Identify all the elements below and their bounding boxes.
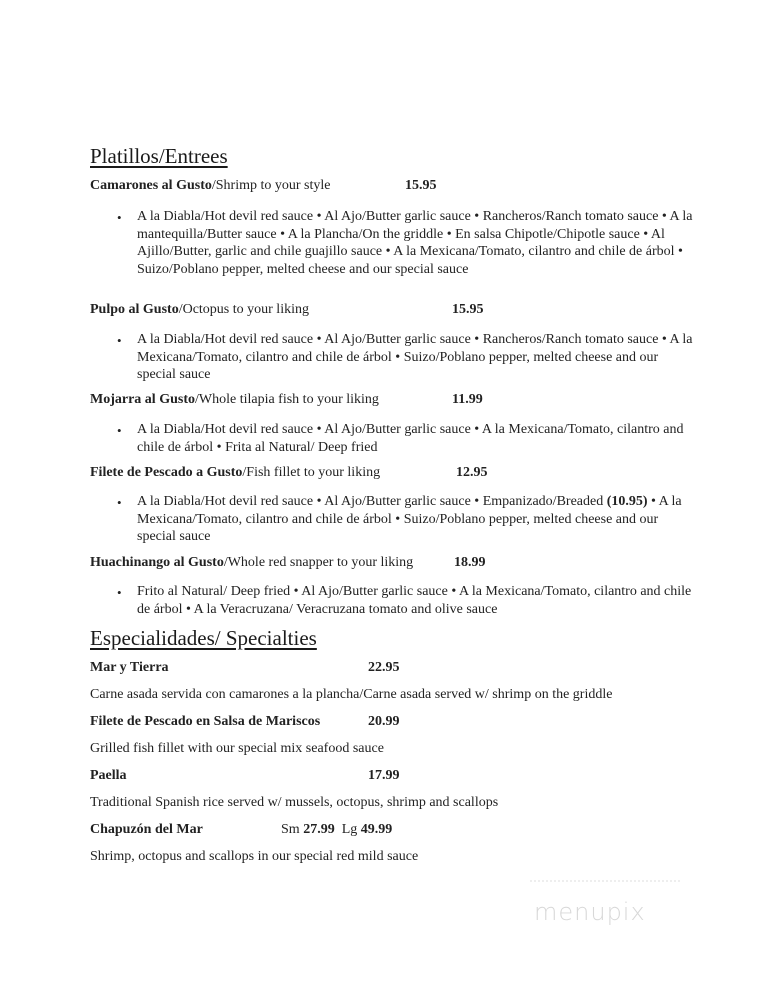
item-price: 22.95: [368, 660, 400, 675]
size-label: Sm: [281, 822, 300, 837]
bullet-icon: •: [117, 333, 122, 348]
item-description: Grilled fish fillet with our special mix seafood sauce: [90, 741, 384, 756]
bullet-icon: •: [117, 495, 122, 510]
menu-item-camarones: [90, 178, 330, 194]
item-options: A la Diabla/Hot devil red sauce • Al Ajo/Butter garlic sauce • Rancheros/Ranch tomato sauce • A la Mexicana/Tomato, cilantro and chile de árbol • Suizo/Poblano pepper, melted cheese and our special sauce: [137, 332, 693, 382]
item-price: 15.95: [452, 302, 484, 317]
size-label: Lg: [341, 822, 358, 837]
menu-item-pulpo: [90, 302, 309, 318]
options-text: • A la Mexicana/Tomato, cilantro and chile de árbol • Suizo/Poblano pepper, melted cheese and our special sauce: [137, 494, 682, 544]
item-price: 15.95: [405, 178, 437, 193]
bullet-icon: •: [117, 423, 122, 438]
item-price-sizes: [281, 822, 392, 838]
menu-item-mojarra: [90, 392, 379, 408]
sm-price: 27.99: [303, 822, 335, 837]
item-price: 12.95: [456, 465, 488, 480]
item-price: 17.99: [368, 768, 400, 783]
watermark-decoration: [530, 880, 680, 888]
menu-item-filete: [90, 465, 380, 481]
bullet-icon: •: [117, 585, 122, 600]
watermark-logo: menupix: [534, 898, 646, 926]
menu-item-huachinango: [90, 555, 413, 571]
item-name: Filete de Pescado a Gusto: [90, 465, 243, 480]
options-text: A la Diabla/Hot devil red sauce • Al Ajo/Butter garlic sauce • Empanizado/Breaded: [137, 494, 607, 509]
item-name: Mar y Tierra: [90, 660, 169, 675]
item-name: Filete de Pescado en Salsa de Mariscos: [90, 714, 321, 729]
item-english: /Octopus to your liking: [178, 302, 309, 317]
item-name: Chapuzón del Mar: [90, 822, 203, 837]
section-title-specialties: Especialidades/ Specialties: [90, 626, 317, 650]
item-price: 11.99: [452, 392, 483, 407]
item-description: Shrimp, octopus and scallops in our special red mild sauce: [90, 849, 419, 864]
item-name: Mojarra al Gusto: [90, 392, 195, 407]
item-price: 20.99: [368, 714, 400, 729]
item-options: [137, 493, 697, 546]
item-options: Frito al Natural/ Deep fried • Al Ajo/Butter garlic sauce • A la Mexicana/Tomato, cilantro and chile de árbol • A la Veracruzana/ Veracruzana tomato and olive sauce: [137, 584, 692, 617]
item-description: Carne asada servida con camarones a la plancha/Carne asada served w/ shrimp on the griddle: [90, 687, 613, 702]
item-options: A la Diabla/Hot devil red sauce • Al Ajo/Butter garlic sauce • A la Mexicana/Tomato, cilantro and chile de árbol • Frita al Natural/ Deep fried: [137, 422, 684, 455]
item-english: /Whole tilapia fish to your liking: [194, 392, 379, 407]
item-english: /Whole red snapper to your liking: [223, 555, 414, 570]
menu-item-chapuzon: [90, 822, 203, 838]
item-english: /Shrimp to your style: [211, 178, 331, 193]
item-english: /Fish fillet to your liking: [242, 465, 381, 480]
lg-price: 49.99: [360, 822, 393, 837]
item-price: 18.99: [454, 555, 486, 570]
item-name: Pulpo al Gusto: [90, 302, 179, 317]
menu-item-paella: [90, 768, 127, 784]
item-name: Paella: [90, 768, 127, 783]
breaded-price: (10.95): [606, 494, 648, 509]
menu-item-mar-y-tierra: [90, 660, 169, 676]
item-options: A la Diabla/Hot devil red sauce • Al Ajo/Butter garlic sauce • Rancheros/Ranch tomato sauce • A la mantequilla/Butter sauce • A la Plancha/On the griddle • En salsa Chipotle/Chipotle sauce • Al Ajillo/Butter, garlic and chile guajillo sauce • A la Mexicana/Tomato, cilantro and chile de árbol • Suizo/Poblano pepper, melted cheese and our special sauce: [137, 209, 693, 277]
item-name: Camarones al Gusto: [90, 178, 212, 193]
bullet-icon: •: [117, 210, 122, 225]
menu-item-filete-mariscos: [90, 714, 320, 730]
item-name: Huachinango al Gusto: [90, 555, 224, 570]
item-description: Traditional Spanish rice served w/ mussels, octopus, shrimp and scallops: [90, 795, 499, 810]
section-title-entrees: Platillos/Entrees: [90, 144, 228, 168]
